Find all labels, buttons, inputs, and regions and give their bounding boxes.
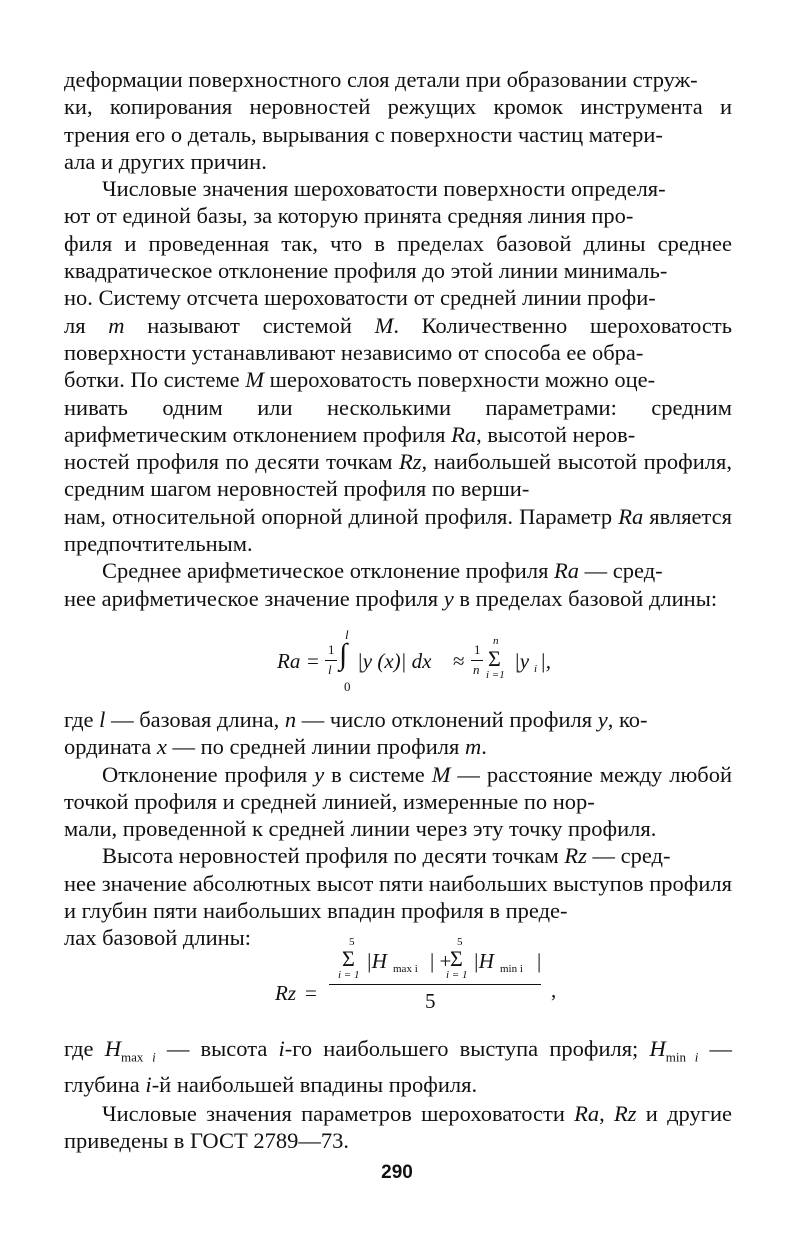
fraction-denominator-n: n bbox=[473, 662, 480, 677]
sum2-term-subscript: min i bbox=[500, 963, 523, 975]
formula-rz-lhs: Rz bbox=[275, 981, 296, 1005]
equals-sign: = bbox=[305, 981, 317, 1005]
paragraph-deviation: Отклонение профиля y в системе M — расстояние между любой точкой профиля и средней линией, измеренные по нор- мали, проведенной к средней линии через эту точку профиля. bbox=[64, 761, 732, 842]
sum-upper-limit: n bbox=[493, 635, 499, 647]
sum-term-subscript: i bbox=[534, 663, 538, 675]
paragraph-rz-where: где $H_{max i}$ — высота i-го наибольшего выступа профиля; $H_{min i}$ — глубина i-й наибольшей впадины профиля. bbox=[64, 1036, 732, 1097]
fraction-bar-rz bbox=[329, 984, 541, 985]
sum1-upper-limit: 5 bbox=[349, 936, 355, 948]
sum1-sign: Σ bbox=[342, 946, 355, 971]
sum1-term-subscript: max i bbox=[393, 963, 418, 975]
integral-sign: ∫ bbox=[339, 638, 348, 671]
integral-upper-limit: l bbox=[345, 627, 349, 642]
fraction-numerator-n: 1 bbox=[474, 642, 481, 657]
sum1-term-end: | + bbox=[430, 949, 452, 973]
formula-comma: , bbox=[551, 978, 557, 1002]
paragraph-continuation: деформации поверхностного слоя детали при образовании струж- ки, копирования неровностей режущих кромок инструмента и трения его о деталь, вырывания с поверхности частиц матери- ала и других причин. bbox=[64, 67, 732, 174]
integrand: |y (x)| dx bbox=[357, 649, 432, 673]
sum-term: |y bbox=[514, 649, 530, 673]
sum2-lower-limit: i = 1 bbox=[446, 969, 468, 981]
sum1-term: |H bbox=[366, 949, 387, 973]
fraction-denominator-rz: 5 bbox=[425, 989, 436, 1013]
paragraph-gost: Числовые значения параметров шероховатости Ra, Rz и другие приведены в ГОСТ 2789—73. bbox=[64, 1101, 732, 1154]
page-number: 290 bbox=[381, 1162, 413, 1183]
paragraph-ra-definition: Среднее арифметическое отклонение профиля Ra — сред- нее арифметическое значение профиля y в пределах базовой длины: bbox=[64, 558, 718, 611]
sum2-term-end: | bbox=[537, 949, 542, 973]
fraction-numerator: 1 bbox=[328, 642, 335, 657]
equals-sign: = bbox=[307, 649, 319, 673]
paragraph-roughness-base: Числовые значения шероховатости поверхности определя- ют от единой базы, за которую принята средняя линия про- филя и проведенная так, что в пределах базовой длины среднее квадратическое отклонение профиля до этой линии минималь- но. Систему отсчета шероховатости от средней линии профи- ля m называют системой M. Количественно шероховатость поверхности устанавливают независимо от способа ее обра- ботки. По системе M шероховатость поверхности можно оце- нивать одним или несколькими параметрами: средним арифметическим отклонением профиля Ra, высотой неров- ностей профиля по десяти точкам Rz, наибольшей высотой профиля, средним шагом неровностей профиля по верши- нам, относительной опорной длиной профиля. Параметр Ra является предпочтительным. bbox=[64, 176, 732, 557]
sum-sign: Σ bbox=[488, 646, 501, 671]
sum2-sign: Σ bbox=[450, 946, 463, 971]
formula-ra-lhs: Ra bbox=[277, 649, 301, 673]
sum2-upper-limit: 5 bbox=[457, 936, 463, 948]
text-block-bottom bbox=[64, 1035, 732, 1155]
fraction-denominator: l bbox=[328, 662, 332, 677]
integral-lower-limit: 0 bbox=[344, 679, 351, 694]
sum1-lower-limit: i = 1 bbox=[338, 969, 360, 981]
paragraph-ra-where: где l — базовая длина, n — число отклонений профиля y, ко- ордината x — по средней линии профиля m. bbox=[64, 707, 648, 760]
paragraph-rz-definition: Высота неровностей профиля по десяти точкам Rz — сред- нее значение абсолютных высот пяти наибольших выступов профиля и глубин пяти наибольших впадин профиля в преде- лах базовой длины: bbox=[64, 843, 732, 951]
sum-lower-limit: i =1 bbox=[486, 669, 505, 681]
sum2-term: |H bbox=[473, 949, 494, 973]
approx-sign: ≈ bbox=[453, 649, 465, 673]
sum-term-end: |, bbox=[540, 649, 552, 673]
